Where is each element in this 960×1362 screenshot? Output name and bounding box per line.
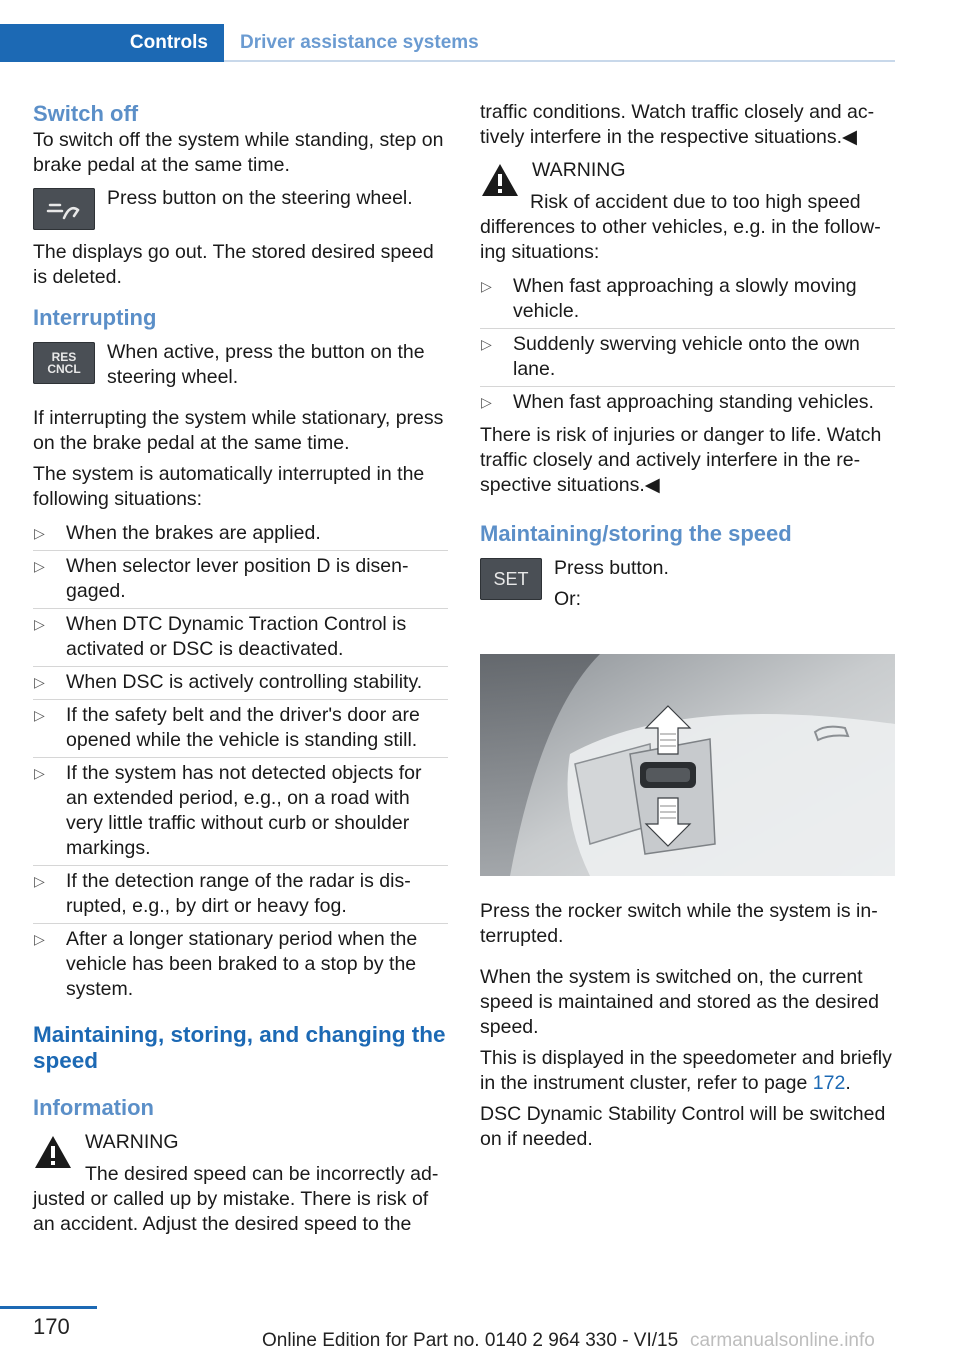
list-item: ▷ When the brakes are applied. xyxy=(33,518,448,551)
watermark: carmanualsonline.info xyxy=(690,1330,875,1351)
interrupting-p2: The system is automatically interrupted in the following situations: xyxy=(33,463,425,510)
triangle-bullet-icon: ▷ xyxy=(34,765,45,781)
list-item: ▷ When selector lever position D is disengaged. xyxy=(33,551,448,609)
triangle-bullet-icon: ▷ xyxy=(34,931,45,947)
list-item: ▷ When DTC Dynamic Traction Control is activated or DSC is deactivated. xyxy=(33,609,448,667)
storing-p4: DSC Dynamic Stability Control will be switched on if needed. xyxy=(480,1103,886,1150)
speed-difference-list xyxy=(480,271,895,419)
storing-p2: When the system is switched on, the current speed is maintained and stored as the desired speed. xyxy=(480,966,879,1038)
heading-information: Information xyxy=(33,1095,154,1120)
storing-p3: This is displayed in the speedometer and briefly in the instrument cluster, refer to page 172. xyxy=(480,1047,892,1094)
interrupting-icon-text: When active, press the button on the steering wheel. xyxy=(107,341,425,388)
set-icon-row xyxy=(480,556,895,618)
information-warning-text: The desired speed can be incorrectly adjusted or called up by mistake. There is risk of an accident. Adjust the desired speed to the xyxy=(33,1163,439,1235)
list-item: ▷ If the safety belt and the driver's door are opened while the vehicle is standing still. xyxy=(33,700,448,758)
triangle-bullet-icon: ▷ xyxy=(481,278,492,294)
switch-off-text: To switch off the system while standing, step on brake pedal at the same time. xyxy=(33,129,444,176)
header-divider xyxy=(224,60,895,62)
switch-off-icon-row xyxy=(33,186,448,230)
cruise-control-icon xyxy=(33,188,95,230)
triangle-bullet-icon: ▷ xyxy=(34,616,45,632)
warning-label: WARNING xyxy=(532,159,626,181)
information-warning xyxy=(33,1130,448,1237)
triangle-bullet-icon: ▷ xyxy=(481,394,492,410)
storing-p1: Press the rocker switch while the system is interrupted. xyxy=(480,900,878,947)
list-item: ▷ When DSC is actively controlling stability. xyxy=(33,667,448,700)
list-item: ▷ If the detection range of the radar is disrupted, e.g., by dirt or heavy fog. xyxy=(33,866,448,924)
warning-label: WARNING xyxy=(85,1131,179,1153)
interrupting-icon-row xyxy=(33,340,448,396)
footer-divider xyxy=(0,1306,97,1309)
left-column xyxy=(33,100,448,1243)
page-header xyxy=(0,24,895,62)
continuation-text: traffic conditions. Watch traffic closely and actively interfere in the respective situations.◀ xyxy=(480,101,875,148)
speed-difference-warning-text: Risk of accident due to too high speed differences to other vehicles, e.g. in the following situations: xyxy=(480,191,881,263)
list-item: ▷ After a longer stationary period when the vehicle has been braked to a stop by the system. xyxy=(34,928,418,1000)
switch-off-after-text: The displays go out. The stored desired speed is deleted. xyxy=(33,241,434,288)
steering-wheel-rocker-switch-photo xyxy=(480,654,895,876)
interrupting-list xyxy=(33,518,448,1006)
switch-off-icon-text: Press button on the steering wheel. xyxy=(107,187,413,209)
set-button-icon: SET xyxy=(480,558,542,600)
triangle-bullet-icon: ▷ xyxy=(34,558,45,574)
warning-triangle-icon xyxy=(480,162,520,198)
speed-difference-warning xyxy=(480,158,895,265)
list-item: ▷ When fast approaching standing vehicles. xyxy=(481,391,874,413)
list-item: ▷ When fast approaching a slowly moving vehicle. xyxy=(480,271,895,329)
heading-maintaining-storing: Maintaining/storing the speed xyxy=(480,521,792,546)
page-reference-link[interactable]: 172 xyxy=(812,1072,846,1094)
res-cncl-button-icon: RES CNCL xyxy=(33,342,95,384)
heading-switch-off: Switch off xyxy=(33,101,139,126)
warning-triangle-icon xyxy=(33,1134,73,1170)
set-icon-text-1: Press button. xyxy=(554,557,669,579)
speed-difference-after-text: There is risk of injuries or danger to life. Watch traffic closely and actively interfere in the respective situations.◀ xyxy=(480,424,882,496)
list-item: ▷ If the system has not detected objects for an extended period, e.g., on a road with very little traffic without curb or shoulder markings. xyxy=(33,758,448,866)
footer-edition: Online Edition for Part no. 0140 2 964 330 - VI/15 xyxy=(262,1330,679,1351)
right-column xyxy=(480,100,895,1158)
header-tab-controls: Controls xyxy=(0,24,224,62)
heading-maintaining-storing-changing: Maintaining, storing, and changing the speed xyxy=(33,1022,446,1073)
triangle-bullet-icon: ▷ xyxy=(34,707,45,723)
list-item: ▷ Suddenly swerving vehicle onto the own lane. xyxy=(480,329,895,387)
triangle-bullet-icon: ▷ xyxy=(34,674,45,690)
set-icon-text-2: Or: xyxy=(554,588,582,610)
header-section-title: Driver assistance systems xyxy=(240,32,479,53)
triangle-bullet-icon: ▷ xyxy=(481,336,492,352)
page-number: 170 xyxy=(33,1314,70,1339)
triangle-bullet-icon: ▷ xyxy=(34,525,45,541)
interrupting-p1: If interrupting the system while stationary, press on the brake pedal at the same time. xyxy=(33,407,444,454)
heading-interrupting: Interrupting xyxy=(33,305,157,330)
triangle-bullet-icon: ▷ xyxy=(34,873,45,889)
